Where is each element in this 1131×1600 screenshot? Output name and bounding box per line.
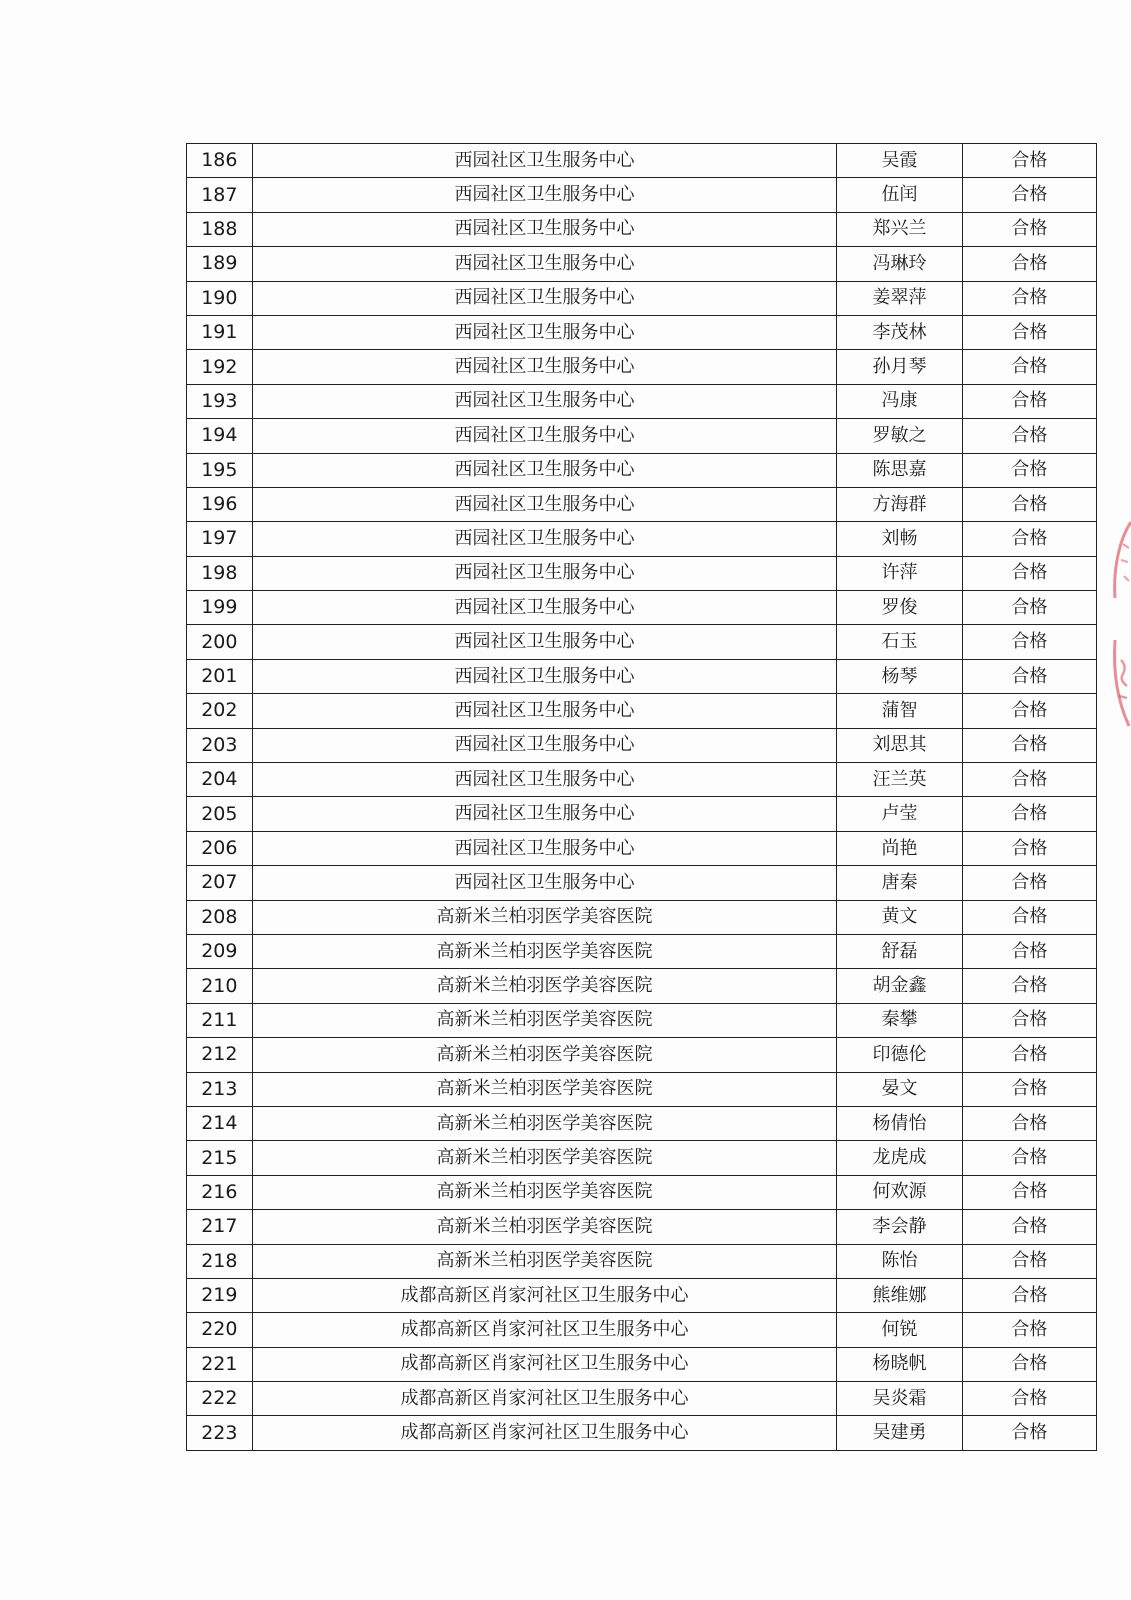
row-number-cell: 186 [187,144,253,178]
person-name-cell: 杨琴 [837,659,962,693]
row-number-cell: 222 [187,1382,253,1416]
result-cell: 合格 [962,419,1096,453]
result-cell: 合格 [962,247,1096,281]
organization-cell: 高新米兰柏羽医学美容医院 [252,1106,837,1140]
result-cell: 合格 [962,934,1096,968]
result-cell: 合格 [962,1072,1096,1106]
row-number-cell: 190 [187,281,253,315]
row-number-cell: 198 [187,556,253,590]
organization-cell: 西园社区卫生服务中心 [252,728,837,762]
person-name-cell: 石玉 [837,625,962,659]
table-row [187,1175,1097,1209]
person-name-cell: 汪兰英 [837,763,962,797]
organization-cell: 成都高新区肖家河社区卫生服务中心 [252,1416,837,1450]
table-row [187,659,1097,693]
table-row [187,384,1097,418]
organization-cell: 西园社区卫生服务中心 [252,797,837,831]
person-name-cell: 许萍 [837,556,962,590]
organization-cell: 高新米兰柏羽医学美容医院 [252,1003,837,1037]
row-number-cell: 194 [187,419,253,453]
organization-cell: 西园社区卫生服务中心 [252,212,837,246]
result-cell: 合格 [962,1278,1096,1312]
person-name-cell: 杨倩怡 [837,1106,962,1140]
table-row [187,694,1097,728]
table-row [187,315,1097,349]
result-cell: 合格 [962,1106,1096,1140]
result-cell: 合格 [962,969,1096,1003]
organization-cell: 西园社区卫生服务中心 [252,556,837,590]
table-row [187,522,1097,556]
person-name-cell: 冯琳玲 [837,247,962,281]
person-name-cell: 卢莹 [837,797,962,831]
result-cell: 合格 [962,763,1096,797]
result-cell: 合格 [962,1347,1096,1381]
person-name-cell: 熊维娜 [837,1278,962,1312]
person-name-cell: 李茂林 [837,315,962,349]
row-number-cell: 216 [187,1175,253,1209]
organization-cell: 高新米兰柏羽医学美容医院 [252,1038,837,1072]
row-number-cell: 200 [187,625,253,659]
result-cell: 合格 [962,591,1096,625]
organization-cell: 西园社区卫生服务中心 [252,315,837,349]
person-name-cell: 何锐 [837,1313,962,1347]
organization-cell: 西园社区卫生服务中心 [252,866,837,900]
result-cell: 合格 [962,178,1096,212]
organization-cell: 高新米兰柏羽医学美容医院 [252,1141,837,1175]
row-number-cell: 192 [187,350,253,384]
organization-cell: 成都高新区肖家河社区卫生服务中心 [252,1278,837,1312]
row-number-cell: 188 [187,212,253,246]
table-row [187,763,1097,797]
table-row [187,453,1097,487]
organization-cell: 西园社区卫生服务中心 [252,384,837,418]
table-row [187,1244,1097,1278]
row-number-cell: 218 [187,1244,253,1278]
result-cell: 合格 [962,1141,1096,1175]
row-number-cell: 193 [187,384,253,418]
row-number-cell: 210 [187,969,253,1003]
row-number-cell: 220 [187,1313,253,1347]
organization-cell: 西园社区卫生服务中心 [252,763,837,797]
person-name-cell: 郑兴兰 [837,212,962,246]
table-row [187,281,1097,315]
organization-cell: 西园社区卫生服务中心 [252,831,837,865]
organization-cell: 西园社区卫生服务中心 [252,453,837,487]
person-name-cell: 李会静 [837,1210,962,1244]
result-cell: 合格 [962,1003,1096,1037]
table-row [187,1347,1097,1381]
table-row [187,591,1097,625]
person-name-cell: 杨晓帆 [837,1347,962,1381]
result-cell: 合格 [962,1313,1096,1347]
table-row [187,866,1097,900]
table-row [187,144,1097,178]
table-row [187,1210,1097,1244]
person-name-cell: 龙虎成 [837,1141,962,1175]
row-number-cell: 214 [187,1106,253,1140]
result-cell: 合格 [962,659,1096,693]
table-row [187,969,1097,1003]
organization-cell: 成都高新区肖家河社区卫生服务中心 [252,1382,837,1416]
result-cell: 合格 [962,1038,1096,1072]
organization-cell: 高新米兰柏羽医学美容医院 [252,1244,837,1278]
organization-cell: 西园社区卫生服务中心 [252,350,837,384]
result-cell: 合格 [962,384,1096,418]
person-name-cell: 秦攀 [837,1003,962,1037]
result-cell: 合格 [962,1210,1096,1244]
person-name-cell: 陈思嘉 [837,453,962,487]
person-name-cell: 尚艳 [837,831,962,865]
result-cell: 合格 [962,1382,1096,1416]
organization-cell: 西园社区卫生服务中心 [252,522,837,556]
row-number-cell: 206 [187,831,253,865]
organization-cell: 高新米兰柏羽医学美容医院 [252,900,837,934]
table-row [187,1141,1097,1175]
person-name-cell: 陈怡 [837,1244,962,1278]
results-table [186,143,1097,1451]
person-name-cell: 罗俊 [837,591,962,625]
person-name-cell: 孙月琴 [837,350,962,384]
table-row [187,1038,1097,1072]
person-name-cell: 冯康 [837,384,962,418]
table-row [187,1003,1097,1037]
result-cell: 合格 [962,694,1096,728]
table-row [187,1416,1097,1450]
row-number-cell: 199 [187,591,253,625]
row-number-cell: 195 [187,453,253,487]
table-row [187,556,1097,590]
organization-cell: 成都高新区肖家河社区卫生服务中心 [252,1347,837,1381]
organization-cell: 西园社区卫生服务中心 [252,144,837,178]
person-name-cell: 方海群 [837,487,962,521]
result-cell: 合格 [962,1175,1096,1209]
table-row [187,934,1097,968]
result-cell: 合格 [962,453,1096,487]
row-number-cell: 204 [187,763,253,797]
organization-cell: 西园社区卫生服务中心 [252,281,837,315]
person-name-cell: 晏文 [837,1072,962,1106]
result-cell: 合格 [962,728,1096,762]
row-number-cell: 209 [187,934,253,968]
organization-cell: 西园社区卫生服务中心 [252,625,837,659]
result-cell: 合格 [962,1244,1096,1278]
table-row [187,350,1097,384]
person-name-cell: 舒磊 [837,934,962,968]
person-name-cell: 伍闰 [837,178,962,212]
table-row [187,1313,1097,1347]
row-number-cell: 203 [187,728,253,762]
row-number-cell: 223 [187,1416,253,1450]
result-cell: 合格 [962,556,1096,590]
result-cell: 合格 [962,281,1096,315]
result-cell: 合格 [962,522,1096,556]
result-cell: 合格 [962,900,1096,934]
person-name-cell: 胡金鑫 [837,969,962,1003]
table-row [187,212,1097,246]
row-number-cell: 202 [187,694,253,728]
organization-cell: 成都高新区肖家河社区卫生服务中心 [252,1313,837,1347]
organization-cell: 西园社区卫生服务中心 [252,591,837,625]
table-row [187,1106,1097,1140]
person-name-cell: 黄文 [837,900,962,934]
person-name-cell: 蒲智 [837,694,962,728]
table-row [187,178,1097,212]
table-row [187,487,1097,521]
row-number-cell: 211 [187,1003,253,1037]
result-cell: 合格 [962,797,1096,831]
row-number-cell: 201 [187,659,253,693]
organization-cell: 西园社区卫生服务中心 [252,694,837,728]
result-cell: 合格 [962,144,1096,178]
row-number-cell: 187 [187,178,253,212]
red-seal-fragment-icon [1105,520,1131,730]
row-number-cell: 196 [187,487,253,521]
table-row [187,728,1097,762]
person-name-cell: 刘畅 [837,522,962,556]
row-number-cell: 215 [187,1141,253,1175]
table-row [187,797,1097,831]
organization-cell: 西园社区卫生服务中心 [252,178,837,212]
person-name-cell: 何欢源 [837,1175,962,1209]
row-number-cell: 217 [187,1210,253,1244]
organization-cell: 西园社区卫生服务中心 [252,487,837,521]
row-number-cell: 221 [187,1347,253,1381]
result-cell: 合格 [962,350,1096,384]
organization-cell: 高新米兰柏羽医学美容医院 [252,934,837,968]
row-number-cell: 197 [187,522,253,556]
table-row [187,1072,1097,1106]
table-row [187,1382,1097,1416]
organization-cell: 高新米兰柏羽医学美容医院 [252,1072,837,1106]
row-number-cell: 219 [187,1278,253,1312]
result-cell: 合格 [962,625,1096,659]
table-row [187,247,1097,281]
organization-cell: 西园社区卫生服务中心 [252,659,837,693]
organization-cell: 西园社区卫生服务中心 [252,419,837,453]
person-name-cell: 印德伦 [837,1038,962,1072]
person-name-cell: 吴炎霜 [837,1382,962,1416]
person-name-cell: 吴霞 [837,144,962,178]
organization-cell: 高新米兰柏羽医学美容医院 [252,1210,837,1244]
result-cell: 合格 [962,315,1096,349]
table-row [187,1278,1097,1312]
row-number-cell: 208 [187,900,253,934]
table-row [187,625,1097,659]
person-name-cell: 罗敏之 [837,419,962,453]
table-row [187,831,1097,865]
organization-cell: 西园社区卫生服务中心 [252,247,837,281]
result-cell: 合格 [962,212,1096,246]
result-cell: 合格 [962,1416,1096,1450]
table-row [187,419,1097,453]
row-number-cell: 191 [187,315,253,349]
table-row [187,900,1097,934]
result-cell: 合格 [962,487,1096,521]
person-name-cell: 刘思其 [837,728,962,762]
row-number-cell: 205 [187,797,253,831]
person-name-cell: 唐秦 [837,866,962,900]
row-number-cell: 189 [187,247,253,281]
row-number-cell: 207 [187,866,253,900]
results-table-body [187,144,1097,1451]
organization-cell: 高新米兰柏羽医学美容医院 [252,969,837,1003]
result-cell: 合格 [962,831,1096,865]
row-number-cell: 212 [187,1038,253,1072]
person-name-cell: 姜翠萍 [837,281,962,315]
row-number-cell: 213 [187,1072,253,1106]
organization-cell: 高新米兰柏羽医学美容医院 [252,1175,837,1209]
person-name-cell: 吴建勇 [837,1416,962,1450]
result-cell: 合格 [962,866,1096,900]
